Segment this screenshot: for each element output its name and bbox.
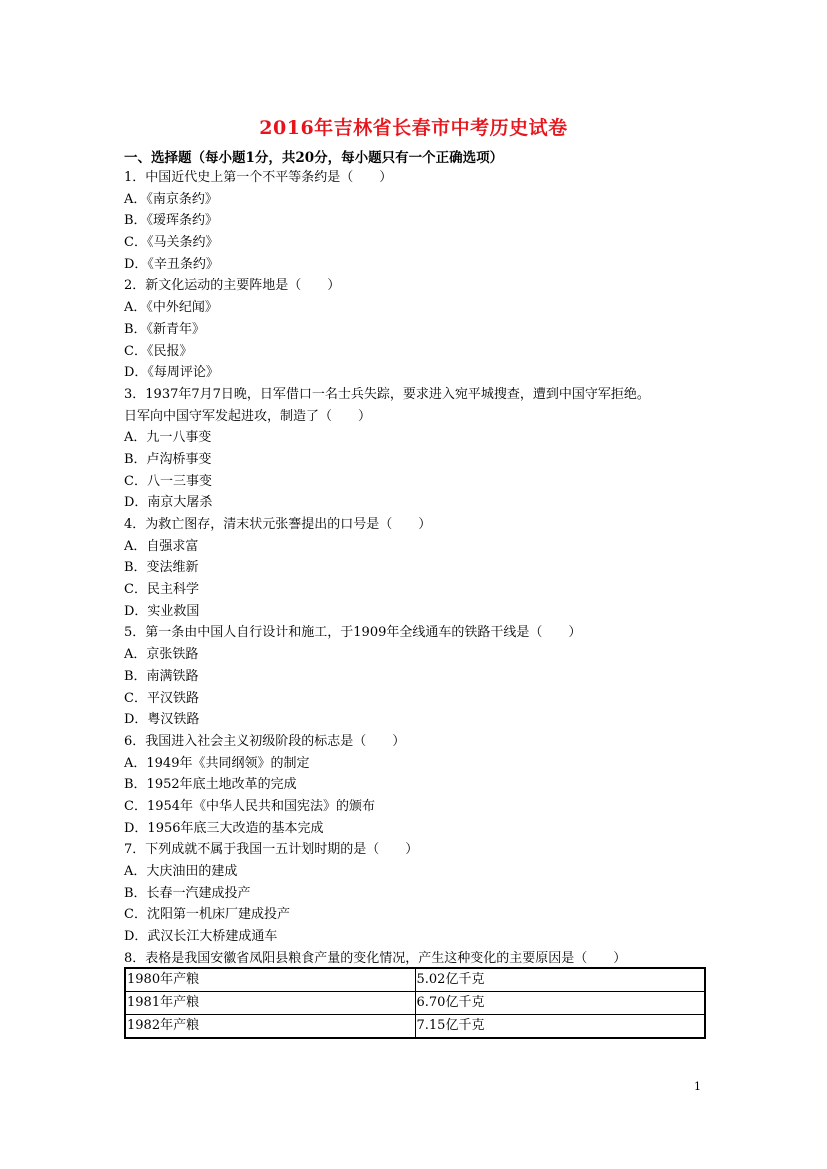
grain-output-table (124, 967, 706, 1039)
text-line: 6．我国进入社会主义初级阶段的标志是（ ） (124, 733, 406, 749)
text-line: C．民主科学 (124, 582, 199, 598)
text-line: A．《南京条约》 (124, 191, 218, 207)
text-line: B．《瑷珲条约》 (124, 213, 219, 229)
text-line: B．《新青年》 (124, 321, 206, 337)
text-line: C．1954年《中华人民共和国宪法》的颁布 (124, 798, 376, 814)
text-line: D．南京大屠杀 (124, 495, 213, 511)
text-line: C．《马关条约》 (124, 235, 219, 251)
text-line: D．《每周评论》 (124, 365, 219, 381)
text-line: A．大庆油田的建成 (124, 864, 238, 879)
text-line: A．自强求富 (124, 538, 199, 554)
table-row (125, 1015, 705, 1039)
table-cell: 6.70亿千克 (415, 992, 705, 1015)
text-line: B．南满铁路 (124, 668, 199, 684)
text-line: A．《中外纪闻》 (124, 300, 218, 316)
page-number: 1 (694, 1080, 701, 1093)
text-line: B．变法维新 (124, 560, 199, 576)
text-line: A．京张铁路 (124, 647, 199, 663)
text-line: 1．中国近代史上第一个不平等条约是（ ） (124, 170, 393, 185)
table-cell: 1980年产粮 (125, 968, 415, 992)
text-line: A．1949年《共同纲领》的制定 (124, 755, 310, 771)
text-line: C．《民报》 (124, 343, 193, 359)
text-line: 3．1937年7月7日晚，日军借口一名士兵失踪，要求进入宛平城搜查，遭到中国守军拒绝。 (124, 386, 650, 402)
text-line: 7．下列成就不属于我国一五计划时期的是（ ） (124, 842, 419, 858)
section-heading: 一、选择题（每小题1分，共20分，每小题只有一个正确选项） (124, 150, 504, 166)
text-line: B．卢沟桥事变 (124, 451, 212, 467)
text-line: B．长春一汽建成投产 (124, 885, 251, 901)
text-line: C．八一三事变 (124, 473, 212, 489)
text-line: 4．为救亡图存，清末状元张謇提出的口号是（ ） (124, 517, 432, 532)
text-line: D．《辛丑条约》 (124, 256, 219, 272)
text-line: 2．新文化运动的主要阵地是（ ） (124, 278, 341, 294)
text-line: D．1956年底三大改造的基本完成 (124, 820, 324, 836)
table-row (125, 968, 705, 992)
table-row (125, 992, 705, 1015)
text-line: D．武汉长江大桥建成通车 (124, 929, 278, 945)
table-cell: 1982年产粮 (125, 1015, 415, 1039)
text-line: D．粤汉铁路 (124, 712, 200, 728)
table-cell: 7.15亿千克 (415, 1015, 705, 1039)
document-title: 2016年吉林省长春市中考历史试卷 (259, 117, 568, 139)
text-line: B．1952年底土地改革的完成 (124, 777, 297, 793)
text-line: 5．第一条由中国人自行设计和施工，于1909年全线通车的铁路干线是（ ） (124, 625, 582, 641)
text-line: D．实业救国 (124, 603, 200, 619)
question-list (124, 167, 714, 969)
table-cell: 5.02亿千克 (415, 968, 705, 992)
text-line: 日军向中国守军发起进攻，制造了（ ） (124, 408, 372, 424)
text-line: C．沈阳第一机床厂建成投产 (124, 907, 290, 923)
table-cell: 1981年产粮 (125, 992, 415, 1015)
text-line: C．平汉铁路 (124, 690, 199, 706)
text-line: A．九一八事变 (124, 430, 212, 446)
text-line: 8．表格是我国安徽省凤阳县粮食产量的变化情况，产生这种变化的主要原因是（ ） (124, 950, 627, 966)
